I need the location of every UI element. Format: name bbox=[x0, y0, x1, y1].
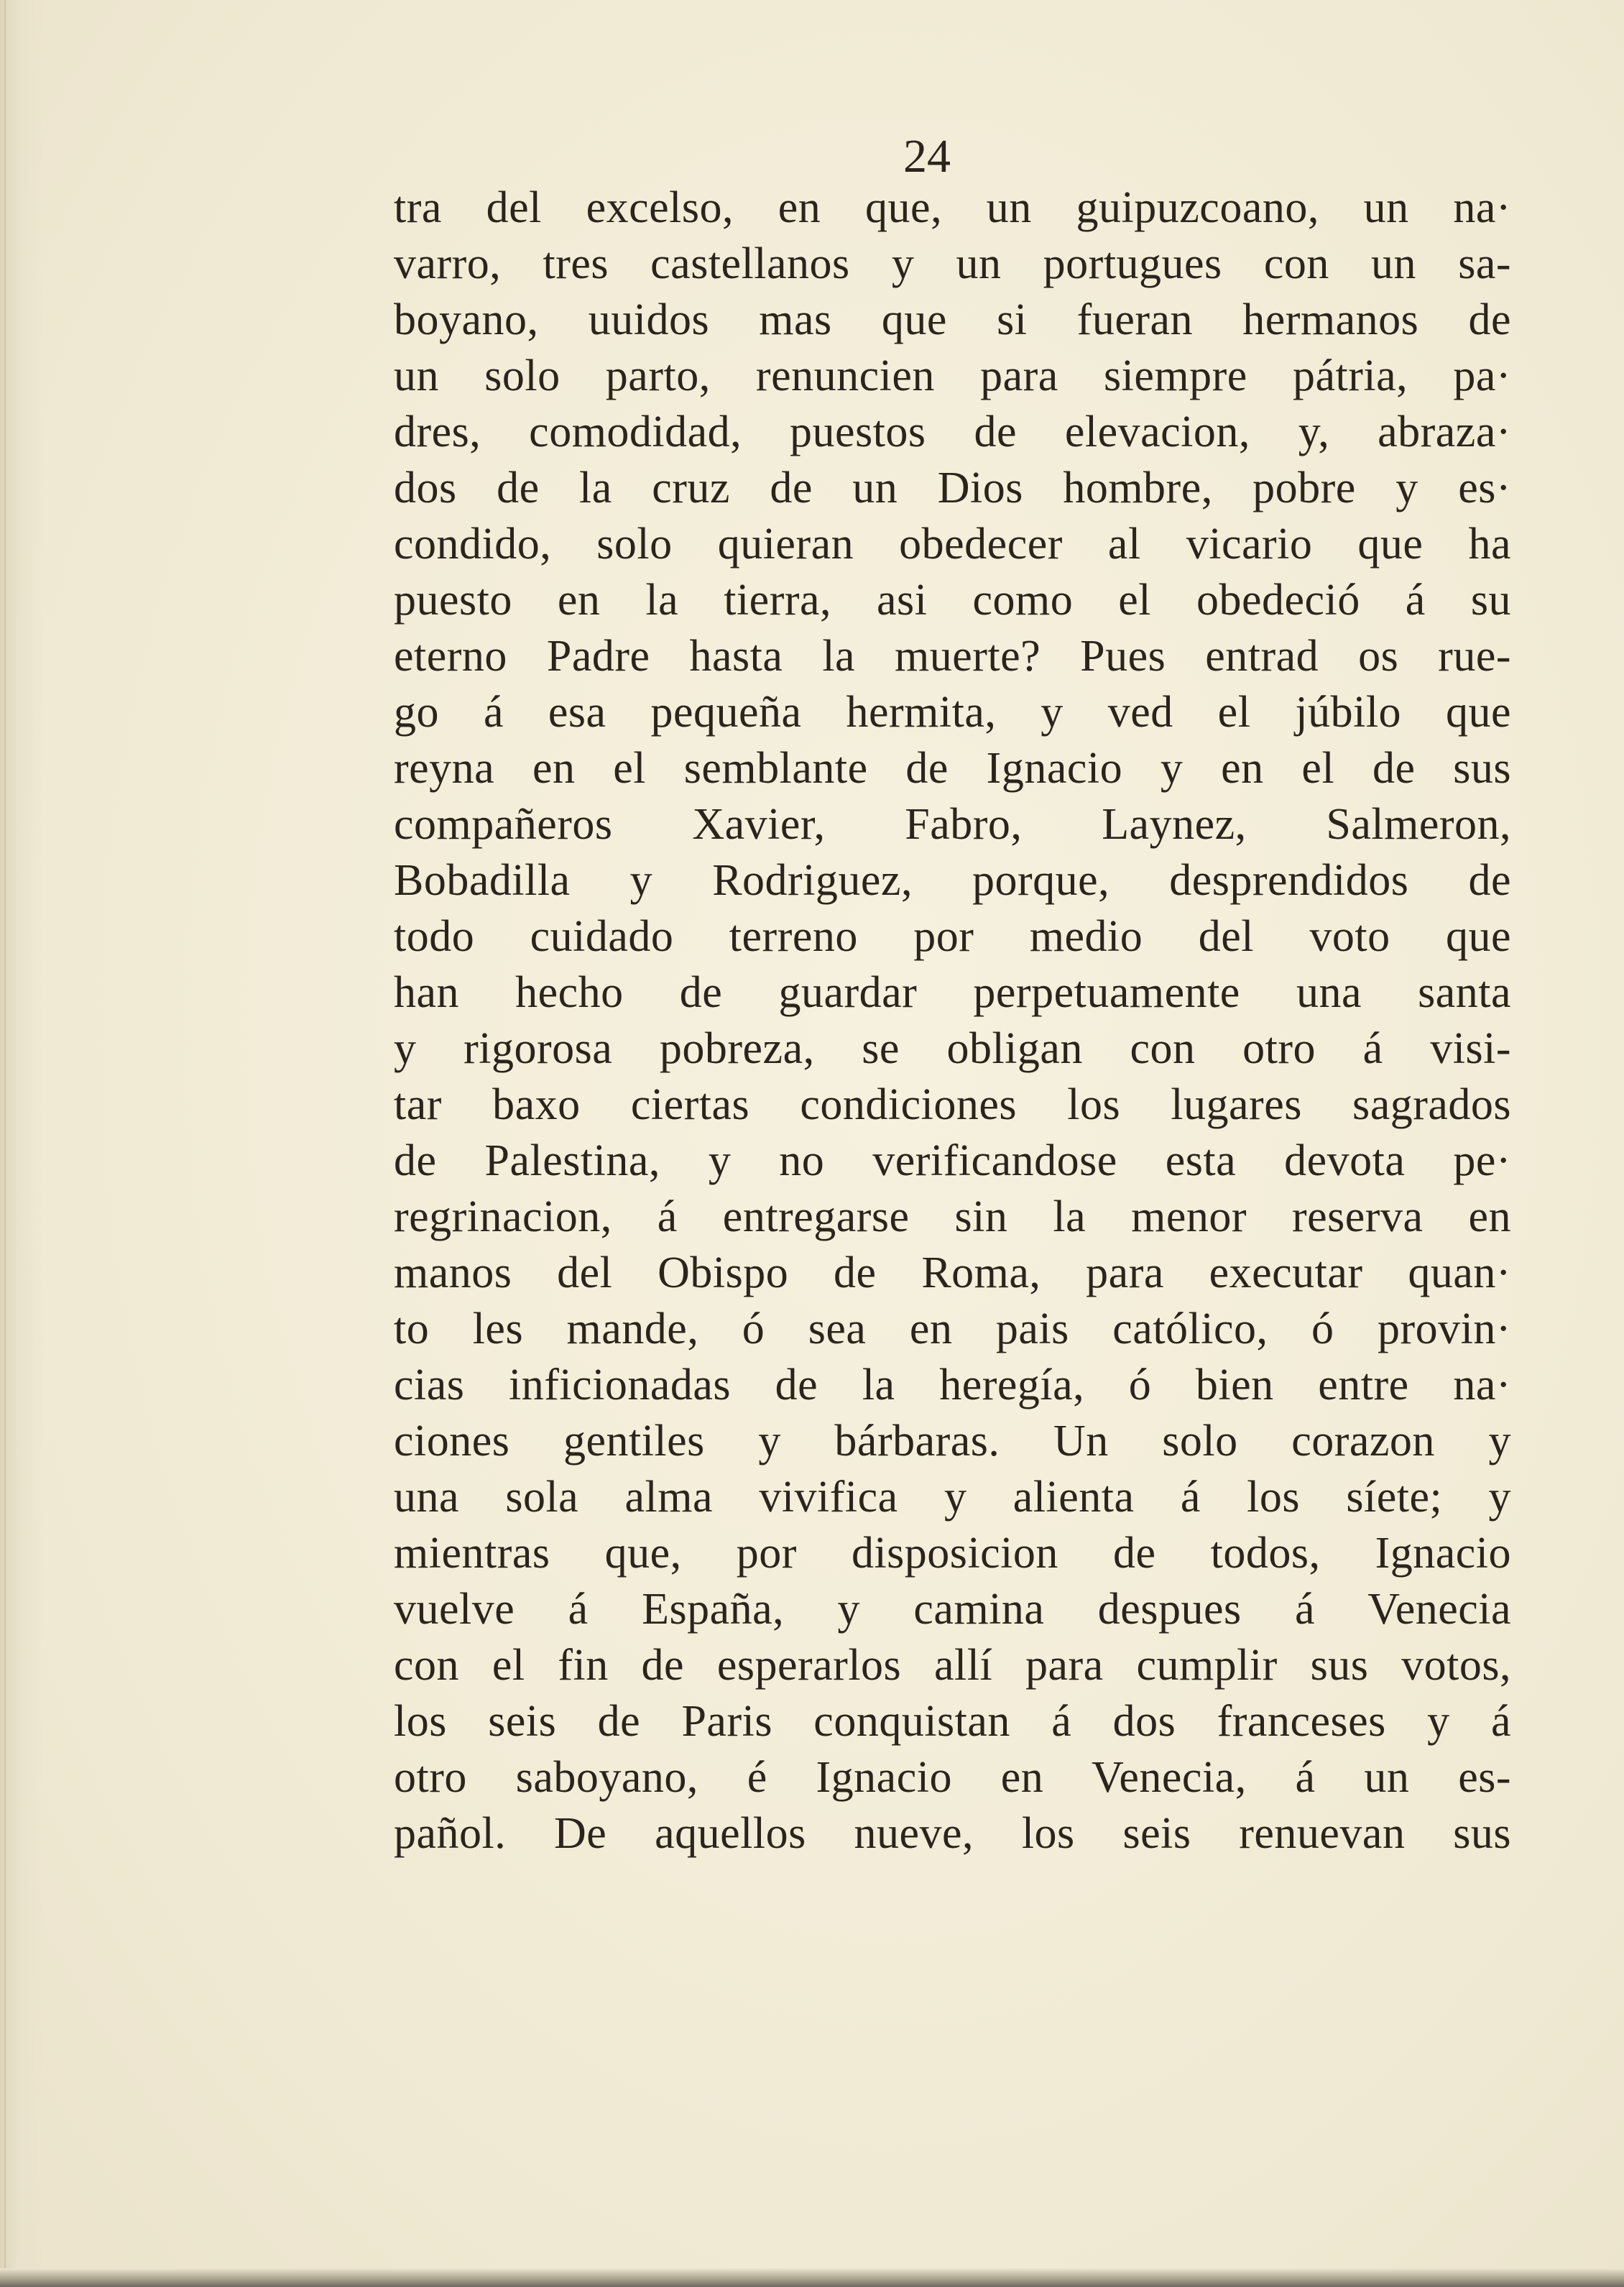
text-line: mientras que, por disposicion de todos, Ignacio bbox=[394, 1529, 1511, 1578]
gutter-line bbox=[4, 0, 6, 2287]
text-line: pañol. De aquellos nueve, los seis renuevan sus bbox=[394, 1809, 1511, 1858]
page-number: 24 bbox=[903, 130, 951, 183]
text-line: ciones gentiles y bárbaras. Un solo corazon y bbox=[394, 1417, 1511, 1465]
text-line: reyna en el semblante de Ignacio y en el de sus bbox=[394, 744, 1511, 793]
text-line: los seis de Paris conquistan á dos franceses y á bbox=[394, 1697, 1511, 1746]
text-line: eterno Padre hasta la muerte? Pues entrad os rue- bbox=[394, 632, 1511, 681]
text-line: una sola alma vivifica y alienta á los síete; y bbox=[394, 1473, 1511, 1522]
text-line: condido, solo quieran obedecer al vicario que ha bbox=[394, 520, 1511, 569]
text-line: dos de la cruz de un Dios hombre, pobre y es· bbox=[394, 464, 1511, 512]
text-line: boyano, uuidos mas que si fueran hermanos de bbox=[394, 295, 1511, 344]
text-line: regrinacion, á entregarse sin la menor reserva en bbox=[394, 1192, 1511, 1241]
text-line: de Palestina, y no verificandose esta devota pe· bbox=[394, 1136, 1511, 1185]
text-line: con el fin de esperarlos allí para cumplir sus votos, bbox=[394, 1641, 1511, 1690]
text-line: tar baxo ciertas condiciones los lugares sagrados bbox=[394, 1080, 1511, 1129]
text-line: y rigorosa pobreza, se obligan con otro á visi- bbox=[394, 1024, 1511, 1073]
text-line: cias inficionadas de la heregía, ó bien entre na· bbox=[394, 1361, 1511, 1409]
body-text bbox=[394, 180, 1511, 1919]
text-line: puesto en la tierra, asi como el obedeció á su bbox=[394, 576, 1511, 625]
text-line: go á esa pequeña hermita, y ved el júbilo que bbox=[394, 688, 1511, 737]
text-line: tra del excelso, en que, un guipuzcoano, un na· bbox=[394, 183, 1511, 232]
text-line: todo cuidado terreno por medio del voto que bbox=[394, 912, 1511, 961]
text-line: dres, comodidad, puestos de elevacion, y, abraza· bbox=[394, 408, 1511, 456]
text-line: Bobadilla y Rodriguez, porque, desprendidos de bbox=[394, 856, 1511, 905]
text-line: varro, tres castellanos y un portugues con un sa- bbox=[394, 239, 1511, 288]
page-bottom-edge bbox=[0, 2268, 1624, 2287]
text-line: compañeros Xavier, Fabro, Laynez, Salmeron, bbox=[394, 800, 1511, 849]
text-line: otro saboyano, é Ignacio en Venecia, á un es- bbox=[394, 1753, 1511, 1802]
text-line: manos del Obispo de Roma, para executar quan· bbox=[394, 1248, 1511, 1297]
text-line: han hecho de guardar perpetuamente una santa bbox=[394, 968, 1511, 1017]
text-line: un solo parto, renuncien para siempre pátria, pa· bbox=[394, 351, 1511, 400]
gutter-shadow bbox=[0, 0, 43, 2287]
text-line: to les mande, ó sea en pais católico, ó provin· bbox=[394, 1304, 1511, 1353]
text-line: vuelve á España, y camina despues á Venecia bbox=[394, 1585, 1511, 1634]
